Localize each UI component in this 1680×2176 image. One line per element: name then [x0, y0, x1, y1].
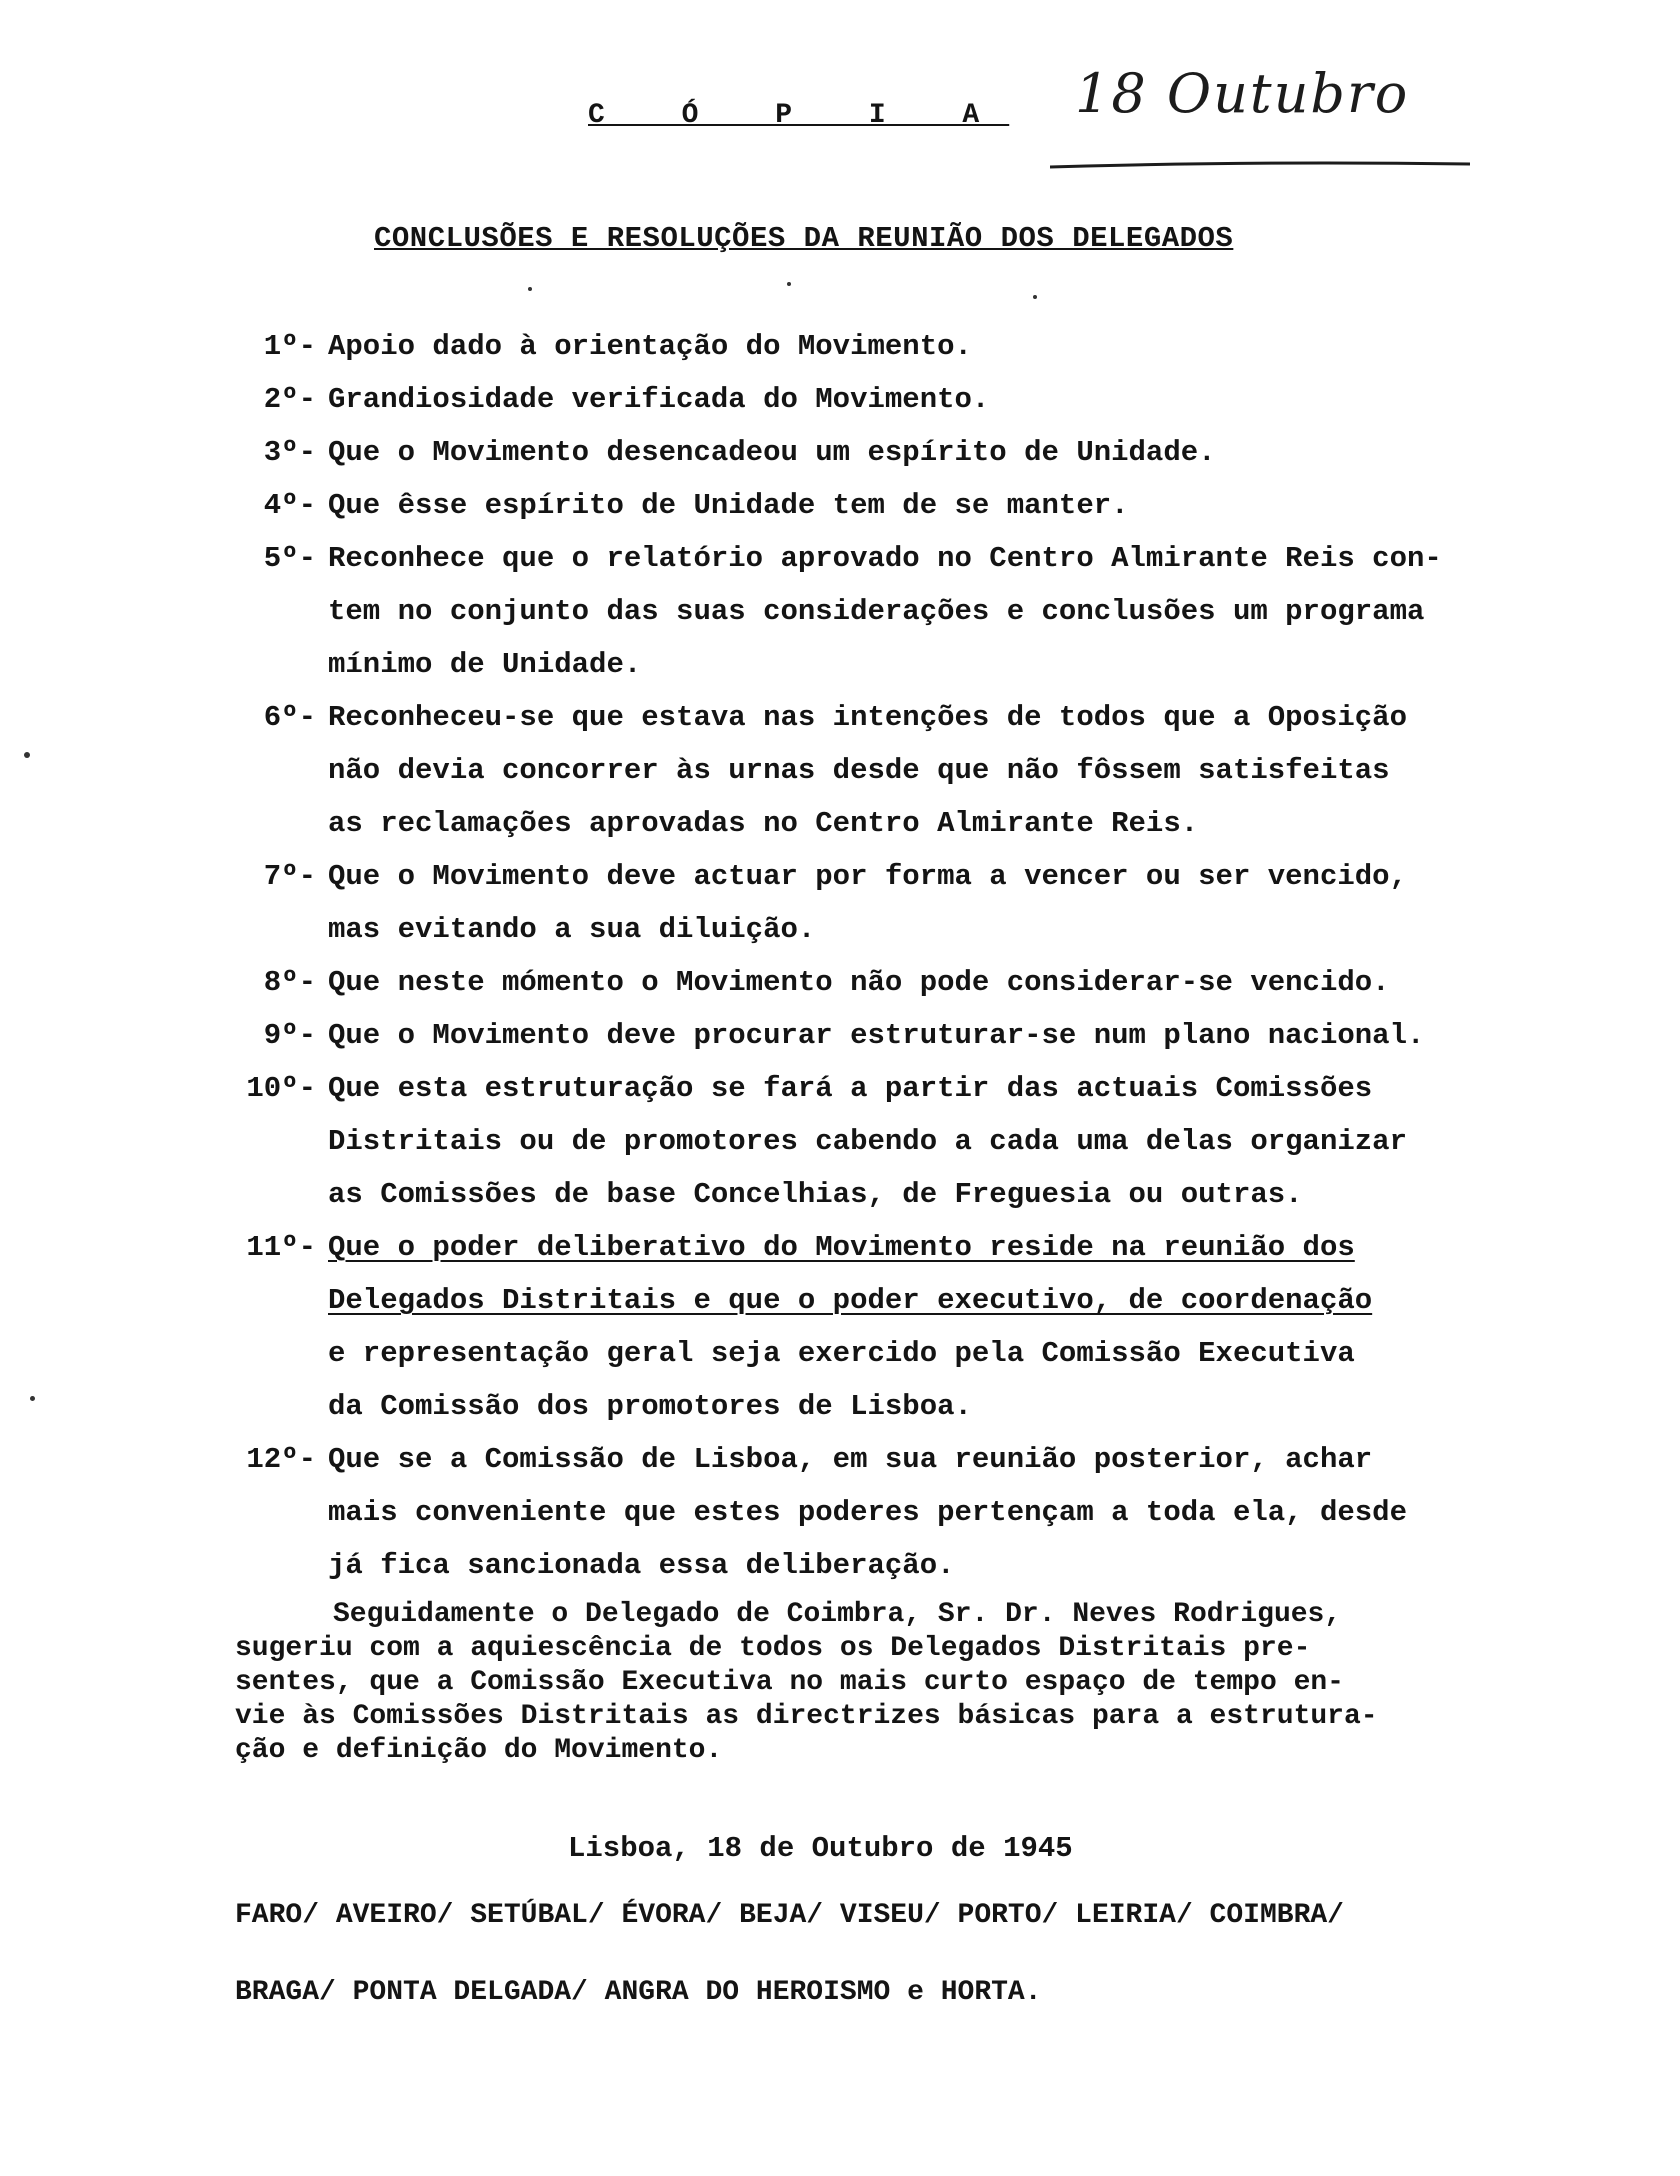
resolution-item — [222, 479, 1622, 532]
resolution-line: Que se a Comissão de Lisboa, em sua reunião posterior, achar — [328, 1443, 1373, 1476]
resolution-item — [222, 320, 1622, 373]
resolution-line: Distritais ou de promotores cabendo a cada uma delas organizar — [328, 1125, 1407, 1158]
paragraph-line: ção e definição do Movimento. — [235, 1735, 723, 1766]
resolution-item — [222, 1221, 1622, 1433]
ink-speck — [528, 287, 532, 291]
resolution-number: 4º- — [263, 489, 316, 522]
resolution-line: Reconhece que o relatório aprovado no Centro Almirante Reis con- — [328, 542, 1442, 575]
resolution-item — [222, 691, 1622, 850]
resolution-line: Reconheceu-se que estava nas intenções de todos que a Oposição — [328, 701, 1407, 734]
resolution-item — [222, 532, 1622, 691]
resolution-line: Que o Movimento desencadeou um espírito de Unidade. — [328, 436, 1216, 469]
resolution-line: Que o poder deliberativo do Movimento reside na reunião dos — [328, 1231, 1355, 1264]
paragraph-line: vie às Comissões Distritais as directrizes básicas para a estrutura- — [235, 1701, 1378, 1732]
districts-line-2: BRAGA/ PONTA DELGADA/ ANGRA DO HEROISMO e HORTA. — [235, 1977, 1042, 2008]
resolution-line: as reclamações aprovadas no Centro Almirante Reis. — [328, 807, 1199, 840]
resolution-line: e representação geral seja exercido pela Comissão Executiva — [328, 1337, 1355, 1370]
closing-paragraph — [235, 1598, 1605, 1768]
document-title: CONCLUSÕES E RESOLUÇÕES DA REUNIÃO DOS DELEGADOS — [374, 222, 1234, 255]
resolution-item — [222, 373, 1622, 426]
resolution-line: Que esta estruturação se fará a partir das actuais Comissões — [328, 1072, 1373, 1105]
ink-speck — [1033, 295, 1037, 299]
resolution-line: as Comissões de base Concelhias, de Freguesia ou outras. — [328, 1178, 1303, 1211]
resolution-line: mais conveniente que estes poderes pertençam a toda ela, desde — [328, 1496, 1407, 1529]
resolution-line: já fica sancionada essa deliberação. — [328, 1549, 955, 1582]
ink-speck — [30, 1396, 35, 1401]
resolution-line: Apoio dado à orientação do Movimento. — [328, 330, 972, 363]
resolution-number: 12º- — [246, 1443, 316, 1476]
dateline: Lisboa, 18 de Outubro de 1945 — [568, 1832, 1073, 1865]
resolution-item — [222, 956, 1622, 1009]
handwritten-underline — [1050, 160, 1470, 170]
resolutions-list — [222, 320, 1622, 1592]
resolution-number: 3º- — [263, 436, 316, 469]
paragraph-line: sugeriu com a aquiescência de todos os Delegados Distritais pre- — [235, 1633, 1311, 1664]
handwritten-date-note: 18 Outubro — [1075, 62, 1410, 125]
paragraph-line: sentes, que a Comissão Executiva no mais curto espaço de tempo en- — [235, 1667, 1344, 1698]
resolution-item — [222, 426, 1622, 479]
resolution-line: não devia concorrer às urnas desde que não fôssem satisfeitas — [328, 754, 1390, 787]
resolution-line: tem no conjunto das suas considerações e conclusões um programa — [328, 595, 1425, 628]
copy-label: C Ó P I A — [588, 100, 1010, 131]
ink-speck — [787, 282, 791, 286]
districts-line-1: FARO/ AVEIRO/ SETÚBAL/ ÉVORA/ BEJA/ VISEU/ PORTO/ LEIRIA/ COIMBRA/ — [235, 1900, 1344, 1931]
resolution-number: 2º- — [263, 383, 316, 416]
paragraph-line: Seguidamente o Delegado de Coimbra, Sr. Dr. Neves Rodrigues, — [333, 1599, 1342, 1630]
resolution-number: 11º- — [246, 1231, 316, 1264]
resolution-line: Grandiosidade verificada do Movimento. — [328, 383, 990, 416]
resolution-line: Que êsse espírito de Unidade tem de se manter. — [328, 489, 1129, 522]
resolution-number: 10º- — [246, 1072, 316, 1105]
resolution-item — [222, 1062, 1622, 1221]
resolution-item — [222, 850, 1622, 956]
ink-speck — [24, 752, 30, 758]
resolution-number: 1º- — [263, 330, 316, 363]
resolution-line: Que o Movimento deve procurar estruturar-se num plano nacional. — [328, 1019, 1425, 1052]
resolution-number: 5º- — [263, 542, 316, 575]
resolution-number: 7º- — [263, 860, 316, 893]
resolution-item — [222, 1433, 1622, 1592]
resolution-item — [222, 1009, 1622, 1062]
resolution-number: 9º- — [263, 1019, 316, 1052]
resolution-line: Que neste mómento o Movimento não pode considerar-se vencido. — [328, 966, 1390, 999]
resolution-line: Que o Movimento deve actuar por forma a vencer ou ser vencido, — [328, 860, 1407, 893]
resolution-line: da Comissão dos promotores de Lisboa. — [328, 1390, 972, 1423]
resolution-line: mínimo de Unidade. — [328, 648, 642, 681]
resolution-number: 6º- — [263, 701, 316, 734]
resolution-line: Delegados Distritais e que o poder executivo, de coordenação — [328, 1284, 1373, 1317]
resolution-number: 8º- — [263, 966, 316, 999]
resolution-line: mas evitando a sua diluição. — [328, 913, 816, 946]
